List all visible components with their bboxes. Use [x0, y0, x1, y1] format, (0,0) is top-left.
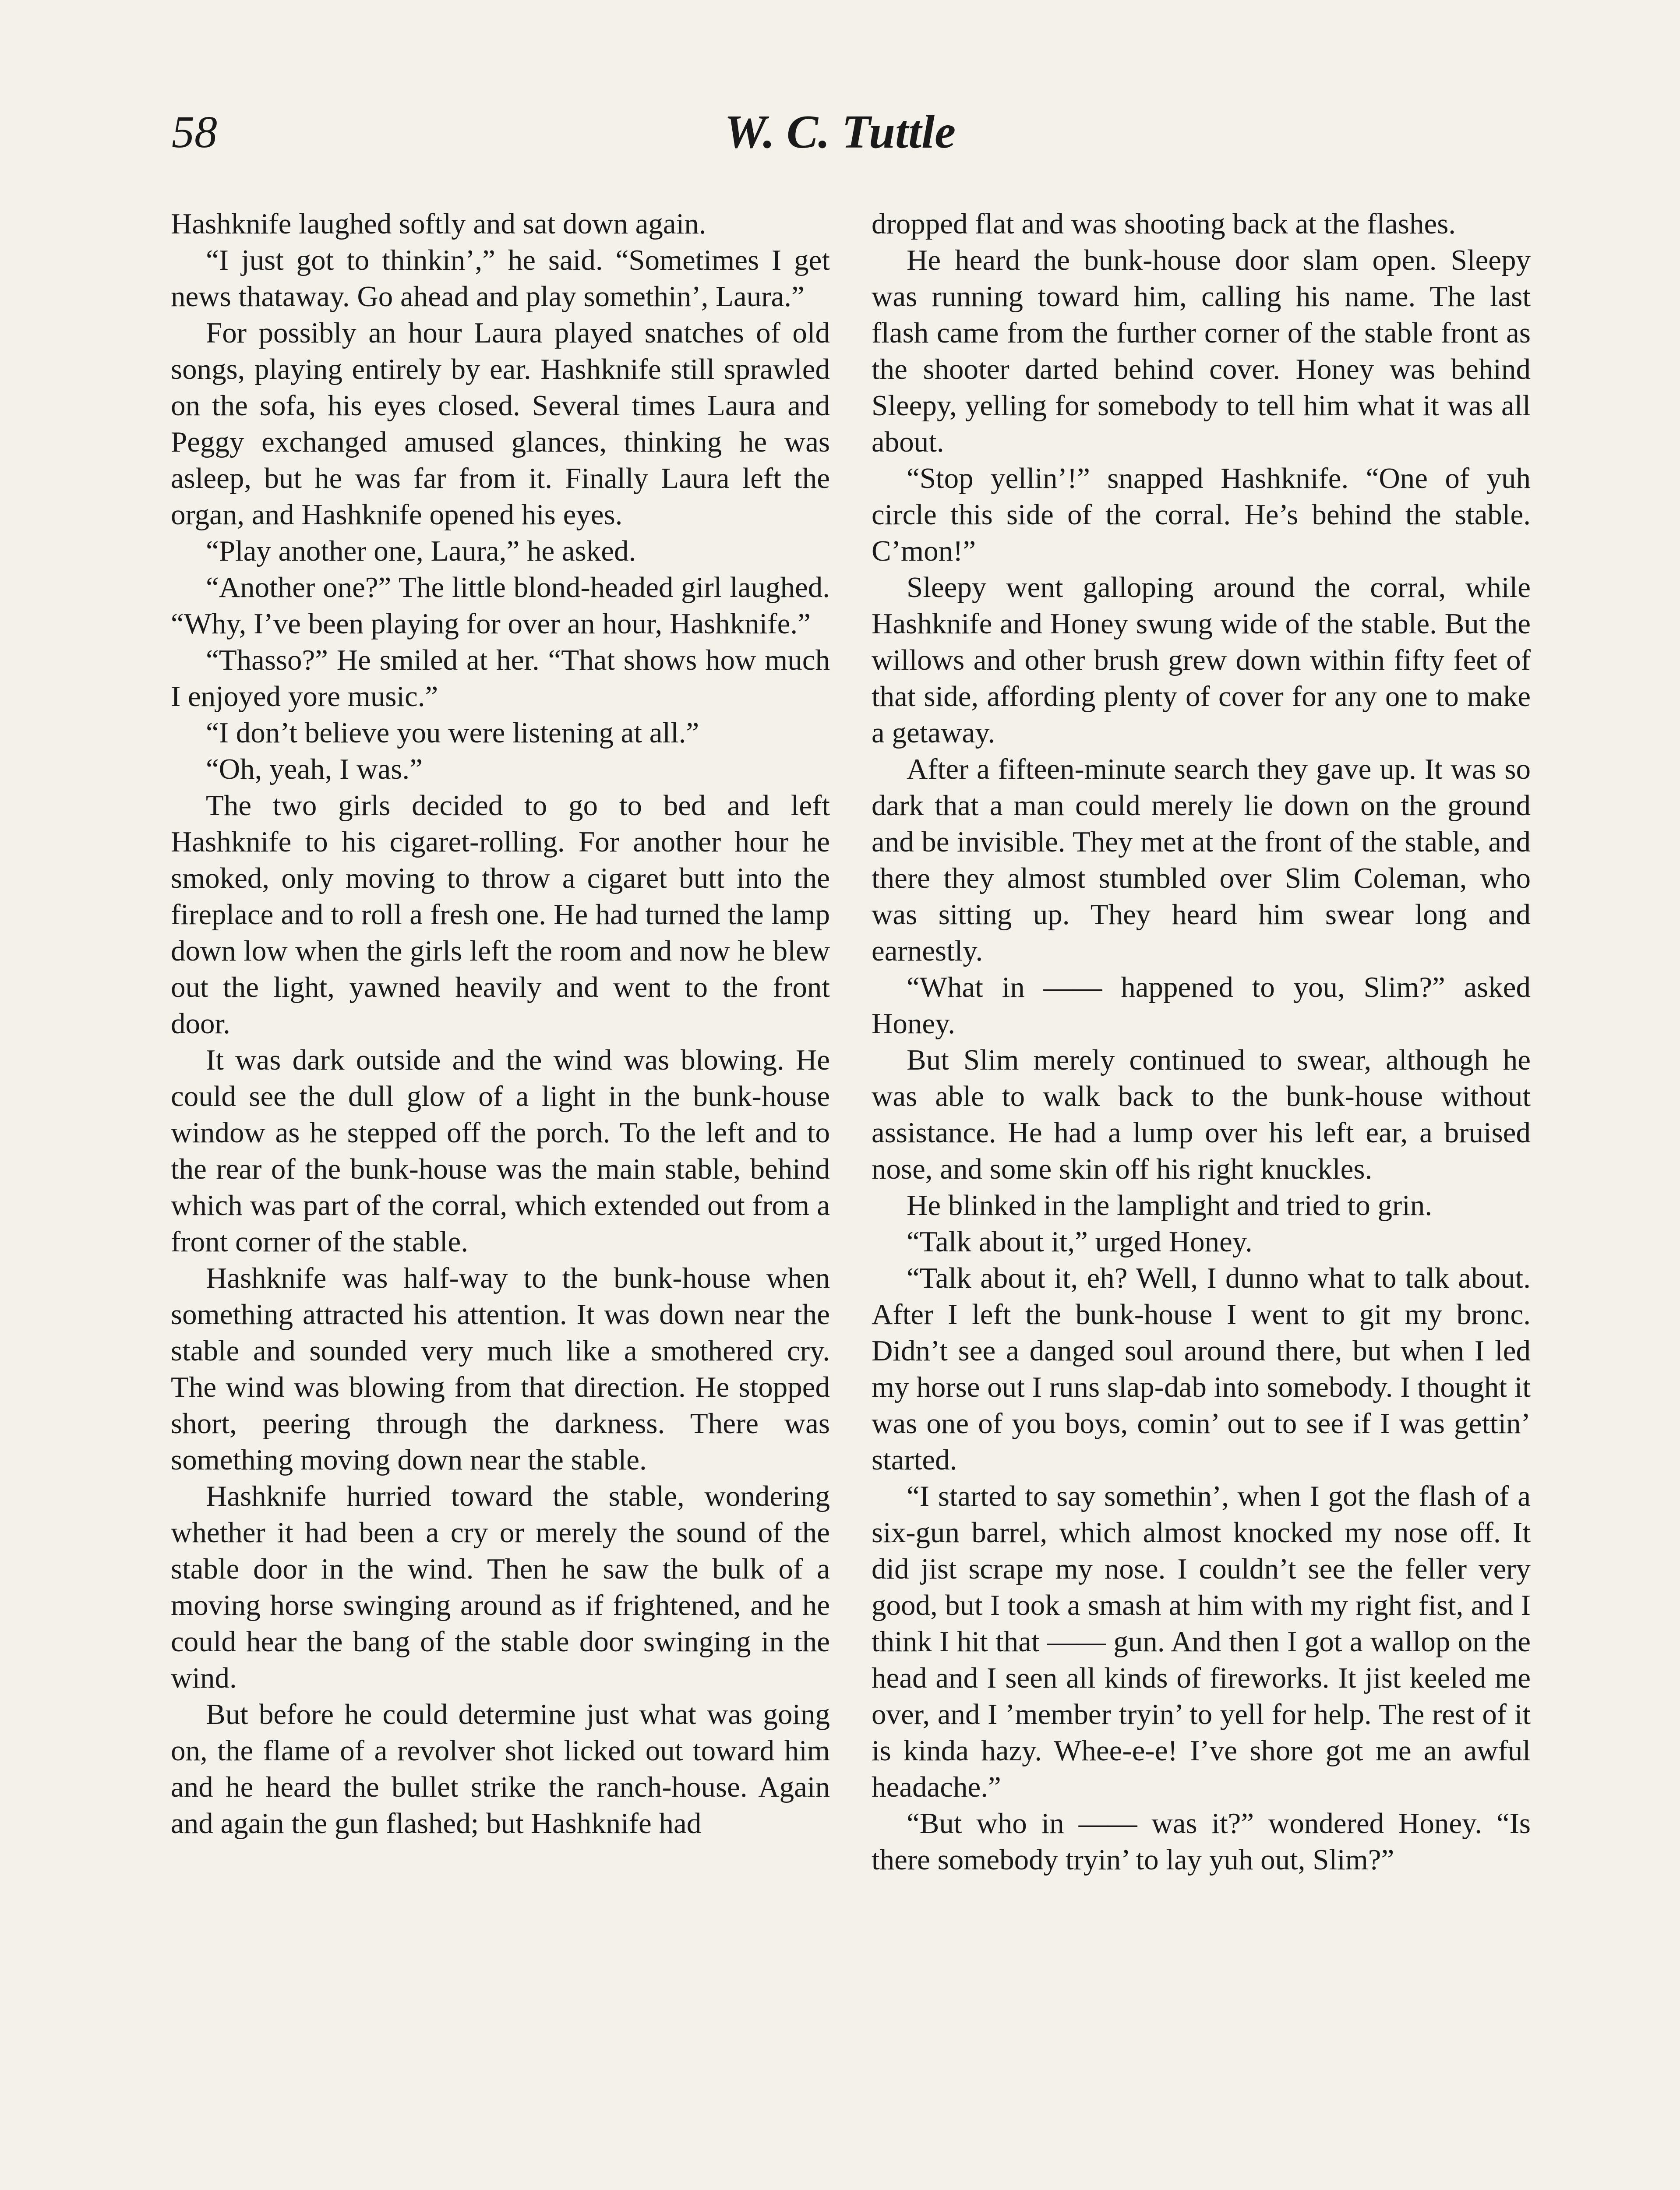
paragraph: It was dark outside and the wind was blowing. He could see the dull glow of a light in the bunk-house window as he stepped off the porch. To the left and to the rear of the bunk-house was the main stable, behind which was part of the corral, which extended out from a front corner of the stable. [171, 1044, 830, 1258]
paragraph: “Thasso?” He smiled at her. “That shows how much I enjoyed yore music.” [171, 644, 830, 713]
paragraph: dropped flat and was shooting back at the flashes. [872, 208, 1456, 240]
paragraph: Hashknife was half-way to the bunk-house when something attracted his attention. It was down near the stable and sounded very much like a smothered cry. The wind was blowing from that direction. He stopped short, peering through the darkness. There was something moving down near the stable. [171, 1262, 830, 1476]
paragraph: “Talk about it,” urged Honey. [907, 1226, 1253, 1258]
paragraph: “Another one?” The little blond-headed girl laughed. “Why, I’ve been playing for over an hour, Hashknife.” [171, 571, 830, 640]
page-number: 58 [172, 107, 217, 157]
text-column-right [872, 206, 1531, 1878]
paragraph: He blinked in the lamplight and tried to grin. [907, 1189, 1433, 1222]
paragraph: After a fifteen-minute search they gave up. It was so dark that a man could merely lie down on the ground and be invisible. They met at the front of the stable, and there they almost stumbled over Slim Coleman, who was sitting up. They heard him swear long and earnestly. [872, 753, 1531, 967]
running-head-author: W. C. Tuttle [724, 106, 956, 158]
paragraph: “I started to say somethin’, when I got the flash of a six-gun barrel, which almost knocked my nose off. It did jist scrape my nose. I couldn’t see the feller very good, but I took a smash at him with my right fist, and I think I hit that —— gun. And then I got a wallop on the head and I seen all kinds of fireworks. It jist keeled me over, and I ’member tryin’ to yell for help. The rest of it is kinda hazy. Whee-e-e! I’ve shore got me an awful headache.” [872, 1480, 1531, 1803]
paragraph: “I just got to thinkin’,” he said. “Sometimes I get news thataway. Go ahead and play somethin’, Laura.” [171, 244, 830, 313]
paragraph: But Slim merely continued to swear, although he was able to walk back to the bunk-house without assistance. He had a lump over his left ear, a bruised nose, and some skin off his right knuckles. [872, 1044, 1531, 1185]
paragraph: “I don’t believe you were listening at all.” [206, 717, 699, 749]
paragraph: “Stop yellin’!” snapped Hashknife. “One of yuh circle this side of the corral. He’s behind the stable. C’mon!” [872, 462, 1531, 567]
text-column-left [171, 206, 830, 1842]
paragraph: “Talk about it, eh? Well, I dunno what to talk about. After I left the bunk-house I went to git my bronc. Didn’t see a danged soul around there, but when I led my horse out I runs slap-dab into somebody. I thought it was one of you boys, comin’ out to see if I was gettin’ started. [872, 1262, 1531, 1476]
paragraph: He heard the bunk-house door slam open. Sleepy was running toward him, calling his name. The last flash came from the further corner of the stable front as the shooter darted behind cover. Honey was behind Sleepy, yelling for somebody to tell him what it was all about. [872, 244, 1531, 458]
paragraph: The two girls decided to go to bed and left Hashknife to his cigaret-rolling. For another hour he smoked, only moving to throw a cigaret butt into the fireplace and to roll a fresh one. He had turned the lamp down low when the girls left the room and now he blew out the light, yawned heavily and went to the front door. [171, 789, 830, 1040]
paragraph: “What in —— happened to you, Slim?” asked Honey. [872, 971, 1531, 1040]
paragraph: “Oh, yeah, I was.” [206, 753, 423, 785]
paragraph: “But who in —— was it?” wondered Honey. “Is there somebody tryin’ to lay yuh out, Slim?” [872, 1807, 1531, 1876]
paragraph: For possibly an hour Laura played snatches of old songs, playing entirely by ear. Hashknife still sprawled on the sofa, his eyes closed. Several times Laura and Peggy exchanged amused glances, thinking he was asleep, but he was far from it. Finally Laura left the organ, and Hashknife opened his eyes. [171, 317, 830, 531]
paragraph: Hashknife hurried toward the stable, wondering whether it had been a cry or merely the sound of the stable door in the wind. Then he saw the bulk of a moving horse swinging around as if frightened, and he could hear the bang of the stable door swinging in the wind. [171, 1480, 830, 1694]
paragraph: But before he could determine just what was going on, the flame of a revolver shot licked out toward him and he heard the bullet strike the ranch-house. Again and again the gun flashed; but Hashknife had [171, 1698, 830, 1840]
paragraph: “Play another one, Laura,” he asked. [206, 535, 636, 567]
paragraph: Hashknife laughed softly and sat down again. [171, 208, 706, 240]
paragraph: Sleepy went galloping around the corral, while Hashknife and Honey swung wide of the stable. But the willows and other brush grew down within fifty feet of that side, affording plenty of cover for any one to make a getaway. [872, 571, 1531, 749]
